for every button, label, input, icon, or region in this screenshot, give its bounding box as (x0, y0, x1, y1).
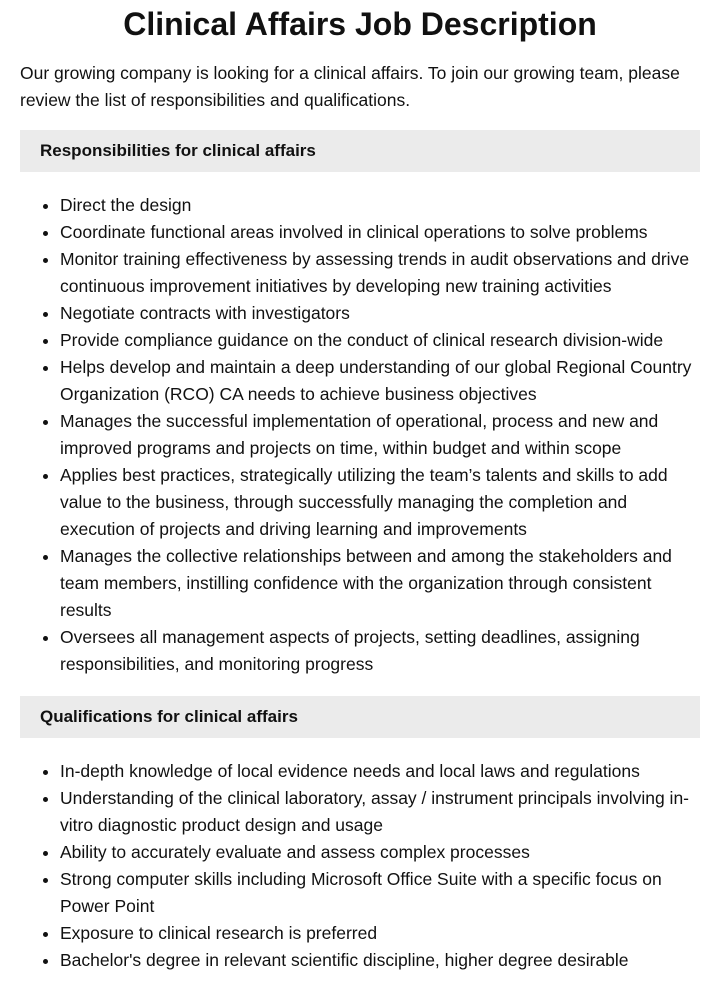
list-item: • Direct the design (60, 192, 702, 219)
list-item: • Negotiate contracts with investigators (60, 300, 702, 327)
responsibilities-heading: Responsibilities for clinical affairs (20, 130, 700, 172)
responsibilities-list (0, 192, 720, 678)
intro-text: Our growing company is looking for a clinical affairs. To join our growing team, please review the list of responsibilities and qualifications. (20, 63, 680, 110)
qualifications-list (0, 758, 720, 974)
list-item: • Manages the successful implementation of operational, process and new and improved programs and projects on time, within budget and within scope (60, 408, 702, 462)
qualifications-heading: Qualifications for clinical affairs (20, 696, 700, 738)
list-item: • Helps develop and maintain a deep understanding of our global Regional Country Organization (RCO) CA needs to achieve business objectives (60, 354, 702, 408)
list-item: • Provide compliance guidance on the conduct of clinical research division-wide (60, 327, 702, 354)
list-item: • Strong computer skills including Microsoft Office Suite with a specific focus on Power Point (60, 866, 702, 920)
list-item: • Ability to accurately evaluate and assess complex processes (60, 839, 702, 866)
list-item: • Manages the collective relationships between and among the stakeholders and team members, instilling confidence with the organization through consistent results (60, 543, 702, 624)
list-item: • Oversees all management aspects of projects, setting deadlines, assigning responsibilities, and monitoring progress (60, 624, 702, 678)
list-item: • Monitor training effectiveness by assessing trends in audit observations and drive continuous improvement initiatives by developing new training activities (60, 246, 702, 300)
list-item: • Coordinate functional areas involved in clinical operations to solve problems (60, 219, 702, 246)
list-item: • Exposure to clinical research is preferred (60, 920, 702, 947)
list-item: • In-depth knowledge of local evidence needs and local laws and regulations (60, 758, 702, 785)
page-title: Clinical Affairs Job Description (123, 6, 597, 42)
list-item: • Bachelor's degree in relevant scientific discipline, higher degree desirable (60, 947, 702, 974)
list-item: • Applies best practices, strategically utilizing the team’s talents and skills to add value to the business, through successfully managing the completion and execution of projects and driving learning and improvements (60, 462, 702, 543)
list-item: • Understanding of the clinical laboratory, assay / instrument principals involving in-vitro diagnostic product design and usage (60, 785, 702, 839)
